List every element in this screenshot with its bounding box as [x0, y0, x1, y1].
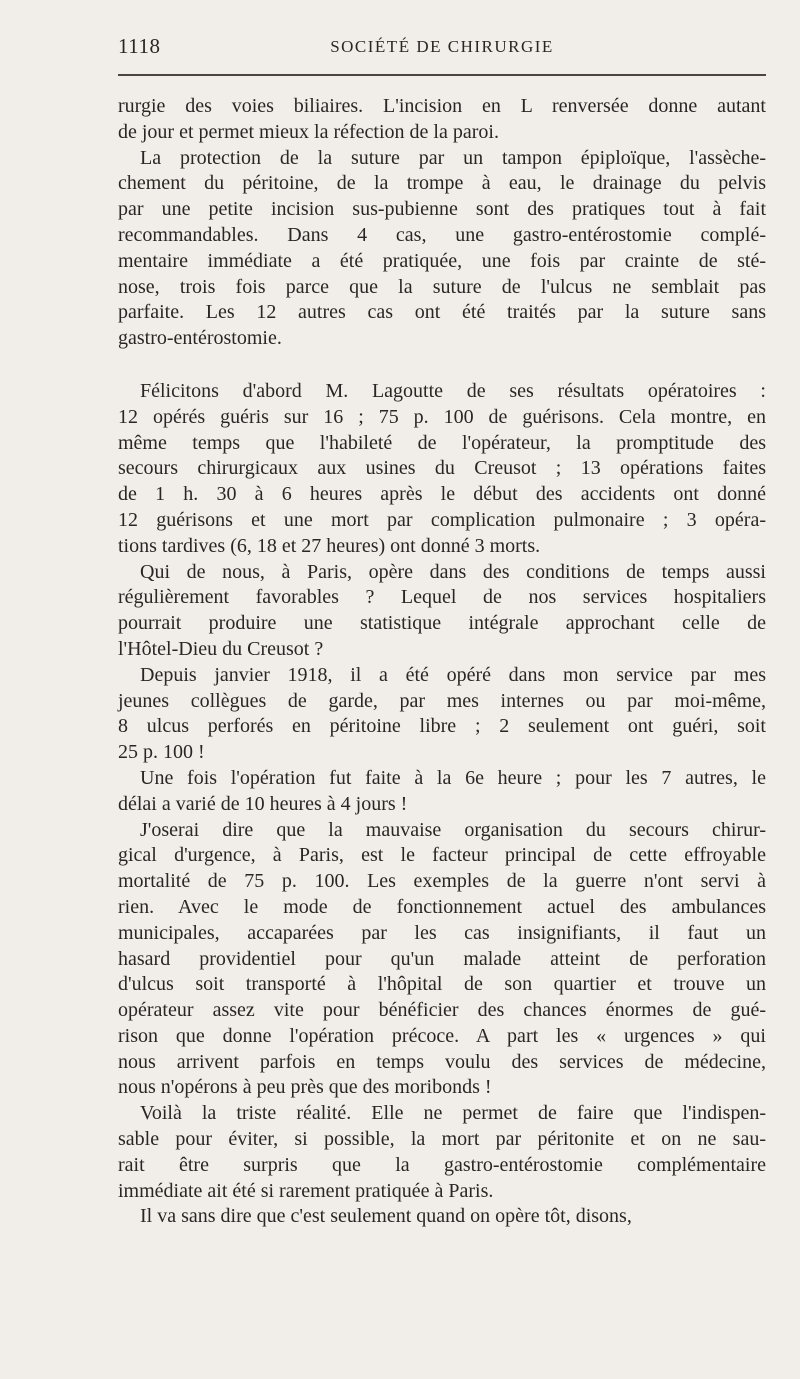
text-line: 25 p. 100 !: [118, 741, 205, 764]
text-line: sable pour éviter, si possible, la mort par péritonite et on ne sau-: [118, 1128, 766, 1151]
paragraph: [118, 94, 766, 146]
text-line: mortalité de 75 p. 100. Les exemples de la guerre n'ont servi à: [118, 870, 766, 893]
text-line: jeunes collègues de garde, par mes internes ou par moi-même,: [118, 689, 766, 712]
text-line: nous n'opérons à peu près que des moribonds !: [118, 1076, 492, 1099]
text-line: nose, trois fois parce que la suture de l'ulcus ne semblait pas: [118, 275, 766, 298]
paragraph: [118, 818, 766, 1102]
paragraph: [118, 766, 766, 818]
page-number: 1118: [118, 34, 161, 58]
text-line: opérateur assez vite pour bénéficier des chances énormes de gué-: [118, 999, 766, 1022]
text-line: immédiate ait été si rarement pratiquée à Paris.: [118, 1179, 494, 1202]
text-line: rait être surpris que la gastro-entérostomie complémentaire: [118, 1153, 766, 1176]
paragraph: [118, 1204, 766, 1230]
text-line: d'ulcus soit transporté à l'hôpital de son quartier et trouve un: [118, 973, 766, 996]
text-line: 12 opérés guéris sur 16 ; 75 p. 100 de guérisons. Cela montre, en: [118, 405, 766, 428]
text-line: La protection de la suture par un tampon épiploïque, l'assèche-: [140, 146, 766, 169]
paragraph: [118, 146, 766, 352]
paragraph: [118, 379, 766, 560]
text-line: l'Hôtel-Dieu du Creusot ?: [118, 637, 324, 660]
text-line: Depuis janvier 1918, il a été opéré dans mon service par mes: [140, 663, 766, 686]
text-line: par une petite incision sus-pubienne sont des pratiques tout à fait: [118, 198, 766, 221]
text-line: rison que donne l'opération précoce. A part les « urgences » qui: [118, 1024, 766, 1047]
text-line: 8 ulcus perforés en péritoine libre ; 2 seulement ont guéri, soit: [118, 715, 766, 738]
text-line: de jour et permet mieux la réfection de la paroi.: [118, 120, 499, 143]
text-line: 12 guérisons et une mort par complication pulmonaire ; 3 opéra-: [118, 508, 766, 531]
text-line: chement du péritoine, de la trompe à eau, le drainage du pelvis: [118, 172, 766, 195]
paragraph: [118, 1101, 766, 1204]
text-line: de 1 h. 30 à 6 heures après le début des accidents ont donné: [118, 483, 766, 506]
text-line: hasard providentiel pour qu'un malade atteint de perforation: [118, 947, 766, 970]
text-line: même temps que l'habileté de l'opérateur, la promptitude des: [118, 431, 766, 454]
paragraph: [118, 560, 766, 663]
text-line: tions tardives (6, 18 et 27 heures) ont donné 3 morts.: [118, 534, 541, 557]
page-header: [118, 34, 766, 64]
text-line: rien. Avec le mode de fonctionnement actuel des ambulances: [118, 895, 766, 918]
text-line: Qui de nous, à Paris, opère dans des conditions de temps aussi: [140, 560, 766, 583]
text-line: municipales, accaparées par les cas insignifiants, il faut un: [118, 921, 766, 944]
text-line: pourrait produire une statistique intégrale approchant celle de: [118, 612, 766, 635]
text-line: recommandables. Dans 4 cas, une gastro-entérostomie complé-: [118, 223, 766, 246]
text-line: parfaite. Les 12 autres cas ont été traités par la suture sans: [118, 301, 766, 324]
text-line: secours chirurgicaux aux usines du Creusot ; 13 opérations faites: [118, 457, 766, 480]
paragraph: [118, 663, 766, 766]
text-line: Une fois l'opération fut faite à la 6e heure ; pour les 7 autres, le: [140, 766, 766, 789]
text-line: nous arrivent parfois en temps voulu des services de médecine,: [118, 1050, 766, 1073]
paragraph-gap: [118, 352, 766, 379]
text-line: régulièrement favorables ? Lequel de nos services hospitaliers: [118, 586, 766, 609]
text-line: Félicitons d'abord M. Lagoutte de ses résultats opératoires :: [140, 379, 766, 402]
text-line: J'oserai dire que la mauvaise organisation du secours chirur-: [140, 818, 766, 841]
text-line: mentaire immédiate a été pratiquée, une fois par crainte de sté-: [118, 249, 766, 272]
text-line: gical d'urgence, à Paris, est le facteur principal de cette effroyable: [118, 844, 766, 867]
text-line: gastro-entérostomie.: [118, 327, 282, 350]
text-line: rurgie des voies biliaires. L'incision en L renversée donne autant: [118, 95, 766, 117]
text-line: Il va sans dire que c'est seulement quand on opère tôt, disons,: [140, 1205, 632, 1228]
header-rule: [118, 74, 766, 76]
running-title: SOCIÉTÉ DE CHIRURGIE: [330, 37, 554, 56]
body-text: [118, 94, 766, 1230]
text-line: délai a varié de 10 heures à 4 jours !: [118, 792, 408, 815]
text-line: Voilà la triste réalité. Elle ne permet de faire que l'indispen-: [140, 1102, 766, 1125]
